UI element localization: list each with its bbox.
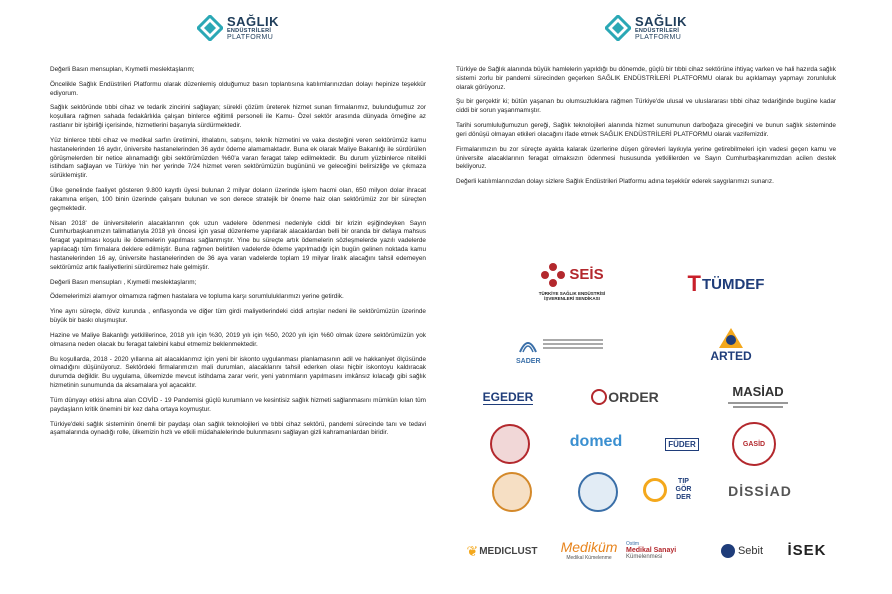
platform-logo [50, 6, 426, 50]
paragraph: Yüz binlerce tıbbi cihaz ve medikal sarfın üretimini, ithalatını, satışını, teknik hizmetini ve vaka desteğini veren sektörümüz kamu hastanelerinden 16 aydır, üniversite hastanelerinden 36 aydır ödeme alamamaktadır. Buna ek olarak Maliye Bakanlığı ile sürdürülen görüşmelerden bir netice alınamadığı gibi sektörümüzden %60'a varan feragat talep edilmektedir. Bu durum yüzbinlerce nitelikli istihdam sağlayan ve Türkiye 'nin her yerinde 7/24 hizmet veren sektörümüzün bugününü ve geleceğini belirsizliğe ve çıkmaza sürüklemiştir. [50, 136, 426, 180]
masiad-logo [718, 376, 798, 416]
paragraph: Şu bir gerçektir ki; bütün yaşanan bu olumsuzluklara rağmen Türkiye'de ulusal ve uluslararası tıbbi cihaz tedariğinde bugüne kadar ciddi bir sorun yaşanmamıştır. [456, 98, 836, 115]
order-logo [584, 382, 666, 412]
paragraph: Ülke genelinde faaliyet gösteren 9.800 kayıtlı üyesi bulunan 2 milyar doların üzerinde işlem hacmi olan, 650 milyon dolar ihracat rakamına erişen, 100 binin üzerinde çalışanı bulunan ve son derece stratejik bir öneme haiz olan sektörümüz zor bir süreçten geçmektedir. [50, 187, 426, 212]
paragraph: Bu koşullarda, 2018 - 2020 yıllarına ait alacaklarımız için yeni bir iskonto uygulanması planlamasının adil ve hakkaniyet ölçüsünde olmadığını düşünüyoruz. Sektördeki firmalarımızın mali durumları, alacaklarını tahsil ederken olası hiçbir iskontoyu kaldıracak durumda değildir. Bu uygulama, ülkemizde mevcut istihdama zarar verir, yeni yatırımların yapılmasını imkânsız kılacağı gibi sağlık hizmetinin sunumunda da aksamalara yol açacaktır. [50, 355, 426, 390]
sader-name: SADER [516, 357, 541, 365]
right-column [456, 0, 836, 561]
paragraph: Değerli katılımlarınızdan dolayı sizlere Sağlık Endüstrileri Platformu adına teşekkür ederek saygılarımızı sunarız. [456, 178, 774, 186]
egeder-name: EGEDER [482, 389, 534, 404]
dissiad-name: DİSSİAD [728, 483, 792, 499]
masiad-name: MASİAD [732, 384, 784, 399]
arted-name: ARTED [710, 349, 752, 363]
logo-line-1: SAĞLIK [226, 13, 280, 29]
seis-name: SEİS [569, 266, 604, 283]
dissiad-logo [718, 476, 802, 506]
paragraph: Nisan 2018' de üniversitelerin alacaklarının çok uzun vadelere ödenmesi nedeniyle ciddi bir krizin eşiğindeyken Sayın Cumhurbaşkanımızın talimatlarıyla 2018 yılı öncesi için yasal düzenleme yapılarak alacaklardan belli bir oranda bir defaya mahsus feragat yapılması koşulu ile ödemelerin yapılması sağlanmıştır. Yine bu süreçte artık ödemelerin sözleşmelerde yazılı vadelerde yapılacağı tüm firmalara deklere edilmiştir. Buna rağmen belirtilen vadelerde ödeme yapılmadığı için bugün gelinen noktada kamu hastanelerinden 16 ay, üniversite hastanelerinden de 36 aya varan vadelerde toplam 19 milyar liralık alacağını tahsil edemeyen sektörümüz artık faaliyetlerini sürdüremez hale gelmiştir. [50, 219, 426, 271]
fuder-name: FÜDER [665, 438, 699, 451]
paragraph: Yine aynı süreçte, döviz kurunda , enflasyonda ve diğer tüm girdi maliyetlerindeki ciddi artışlar nedeni ile sektörümüzün üzerinde büyük bir baskı oluşmuştur. [50, 308, 426, 325]
fuder-logo [652, 426, 712, 462]
paragraph: Değerli Basın mensupları, Kıymetli meslektaşlarım; [50, 66, 195, 73]
paragraph: Firmalarımızın bu zor süreçte ayakta kalarak üzerlerine düşen görevleri layıkıyla yerine getirebilmeleri için vadesi geçen kamu ve üniversite alacaklarının feragat olmaksızın ödenmesi hususunda yetkililerden ve Sayın Cumhurbaşkanımızdan acilen destek bekliyoruz. [456, 145, 836, 171]
seis-sub-2: İŞVERENLERİ SENDİKASI [544, 295, 600, 301]
paragraph: Sağlık sektöründe tıbbi cihaz ve tedarik zincirini sağlayan; sürekli çözüm üreterek hizmet sunan firmalarımız, bulunduğumuz zor koşullara rağmen sahada fedakârlıkla çalışan binlerce eğitimli personeli ile Kamu- Özel sektör arasında dünyada örneğine az rastlanır bir işbirliği içerisinde, hizmetlerini başarıyla sürdürmektedir. [50, 104, 426, 130]
gasid-name: GASİD [742, 440, 766, 448]
left-text [50, 66, 426, 438]
medical-association-seal-icon [490, 424, 530, 464]
ostim-sub-1: Ostim [626, 540, 640, 547]
logo-line-3: PLATFORMU [226, 34, 274, 42]
logo-line-2: ENDÜSTRİLERİ [226, 27, 272, 34]
paragraph: Ödemelerimizi alamıyor olmamıza rağmen hastalara ve topluma karşı sorumluluklarımızı yerine getirdik. [50, 293, 344, 301]
seis-sub-1: TÜRKİYE SAĞLIK ENDÜSTRİSİ [538, 290, 606, 296]
mediclust-name: MEDICLUST [479, 545, 538, 557]
mediclust-leaf-icon: ❦ [466, 542, 479, 559]
sponsor-logos [456, 236, 836, 576]
paragraph: Tarihi sorumluluğumuzun gereği, Sağlık teknolojileri alanında hizmet sunumunun darboğaza gireceğini ve bunun sağlık sisteminde geri dönüşü olmayan etkileri olacağını ifade etmek SAĞLIK ENDÜSTRİLERİ PLATFORMU olarak vazifemizdir. [456, 122, 836, 138]
ostim-logo [626, 532, 706, 568]
domed-name: domed [569, 433, 623, 450]
seis-emblem-icon [540, 262, 566, 288]
tipgorder-name: TIP GÖR DER [675, 478, 692, 501]
tumdef-t-icon: T [687, 271, 701, 296]
right-text [456, 66, 836, 187]
domed-logo [556, 422, 636, 462]
platform-logo [456, 6, 836, 50]
egeder-logo [468, 384, 548, 410]
arted-emblem-icon [718, 327, 744, 349]
sebit-dot-icon [721, 544, 735, 558]
tipgorder-eye-icon [643, 478, 667, 502]
platform-logo-icon [197, 15, 223, 41]
gasid-logo [732, 422, 776, 466]
order-name: ORDER [608, 389, 659, 405]
left-column [50, 0, 426, 444]
arted-logo [696, 320, 766, 370]
medikum-name: Mediküm [560, 539, 618, 555]
paragraph: Türkiye'deki sağlık sisteminin önemli bir paydaşı olan sağlık teknolojileri ve tıbbi cihaz sektörü, pandemi sürecinde tanı ve tedavi aşamalarında oynadığı rolle, ülkemizin hızlı ve etkili müdahalelerinde bulunmasını sağlayan gizli kahramanlardan biridir. [50, 420, 426, 437]
tipgorder-logo [640, 472, 700, 508]
tumdef-logo [671, 266, 781, 302]
paragraph: Değerli Basın mensupları , Kıymetli meslektaşlarım; [50, 278, 197, 286]
tumdef-name: TÜMDEF [701, 275, 765, 293]
sebit-name: Sebit [737, 545, 764, 557]
seis-logo [526, 248, 618, 314]
ostim-sub-2: Kümelenmesi [626, 553, 663, 560]
medikum-sub: Medikal Kümelenme [566, 555, 612, 561]
logo-line-2: ENDÜSTRİLERİ [634, 27, 680, 34]
paragraph: Hazine ve Maliye Bakanlığı yetkililerince, 2018 yılı için %30, 2019 yılı için %50, 2020 yılı için %60 olmak üzere sektörümüzün yok olmasına neden olacak bu feragat talebini kabul etmemiz beklenmektedir. [50, 331, 426, 348]
platform-logo-icon [605, 15, 631, 41]
medikum-logo [554, 530, 624, 570]
ostim-name: Medikal Sanayi [626, 546, 677, 554]
sebit-logo [712, 536, 772, 566]
logo-line-1: SAĞLIK [634, 13, 688, 29]
order-circle-icon [591, 389, 607, 405]
mediclust-logo [456, 536, 548, 566]
isek-name: İSEK [787, 541, 827, 559]
university-seal-icon [578, 472, 618, 512]
sader-emblem-icon [516, 332, 540, 356]
sader-logo [516, 324, 626, 372]
logo-line-3: PLATFORMU [634, 34, 682, 42]
isek-logo [778, 534, 836, 566]
paragraph: Öncelikle Sağlık Endüstrileri Platformu olarak düzenlemiş olduğumuz basın toplantısına katılımlarınızdan dolayı hepinize teşekkür ediyorum. [50, 80, 426, 97]
association-seal-icon [492, 472, 532, 512]
paragraph: Türkiye de Sağlık alanında büyük hamlelerin yapıldığı bu dönemde, güçlü bir tıbbi cihaz sektörüne ihtiyaç varken ve hali hazırda sağlık sistemi zorlu bir pandemi sürecinden geçerken SAĞLIK ENDÜSTRİLERİ PLATFORMU olarak bu açıklamayı yapmayı zorunluluk olarak görüyoruz. [456, 66, 836, 91]
paragraph: Tüm dünyayı etkisi altına alan COVİD - 19 Pandemisi güçlü kurumların ve kesintisiz sağlık hizmeti sağlanmasını mümkün kılan tüm paydaşların kritik önemini bir kez daha ortaya koymuştur. [50, 396, 426, 413]
